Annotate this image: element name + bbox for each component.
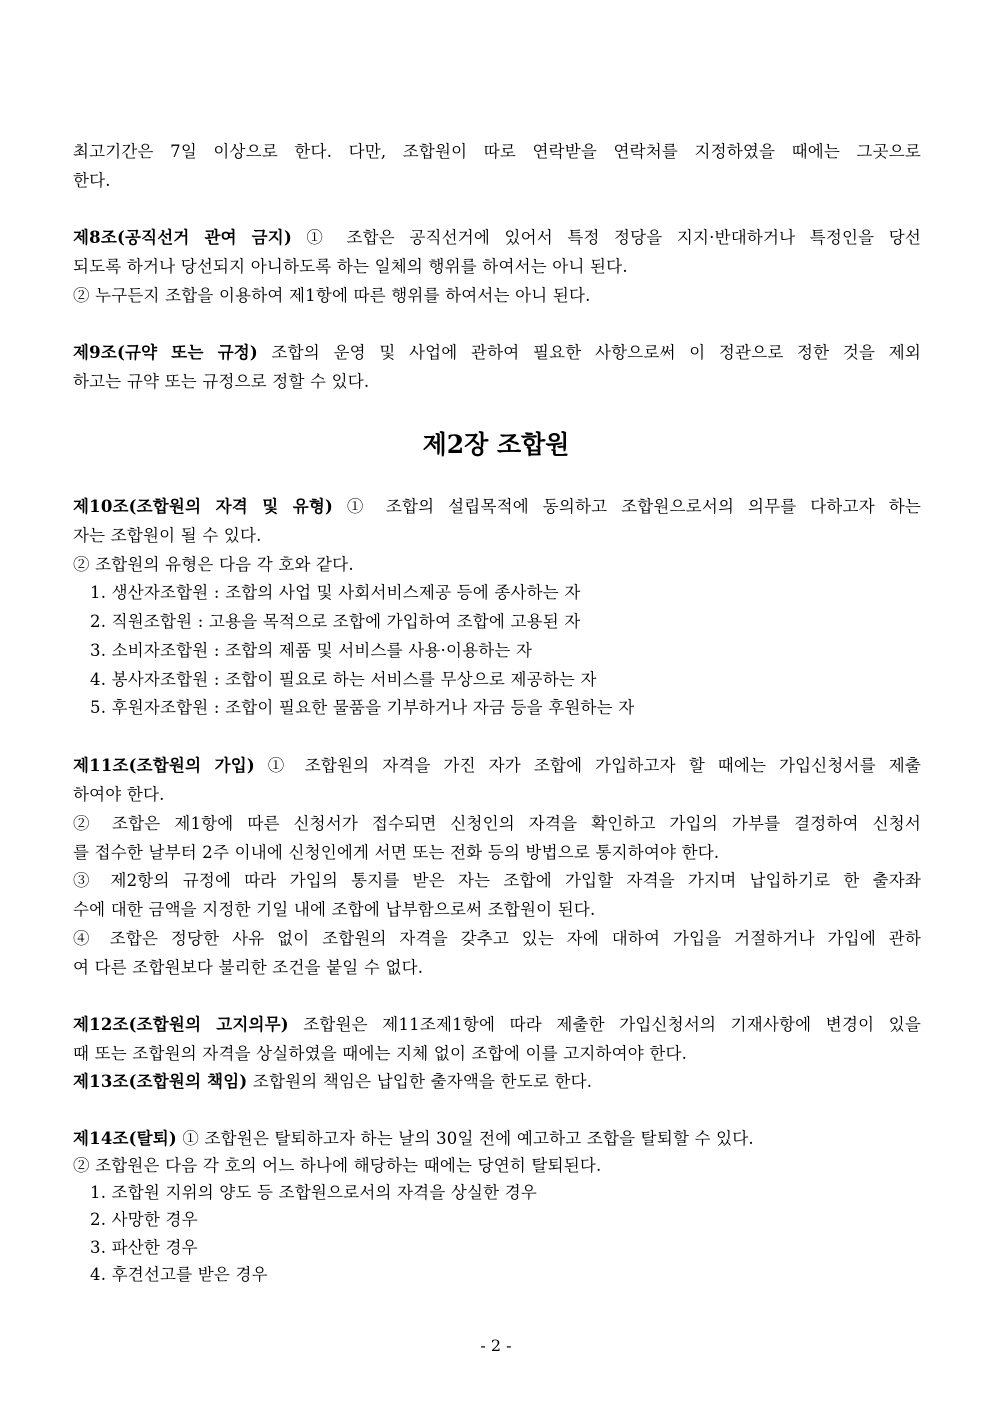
list-item: 3. 소비자조합원 : 조합의 제품 및 서비스를 사용·이용하는 자 <box>90 641 533 660</box>
text-line: 하여야 한다. <box>73 785 165 804</box>
text-line: 최고기간은 7일 이상으로 한다. 다만, 조합원이 따로 연락받을 연락처를 지정하였을 때에는 그곳으로 <box>73 142 921 161</box>
article-14-heading: 제14조(탈퇴) ① 조합원은 탈퇴하고자 하는 날의 30일 전에 예고하고 조합을 탈퇴할 수 있다. <box>73 1129 754 1148</box>
chapter-heading: 제2장 조합원 <box>422 430 570 459</box>
text-line: ② 조합원은 다음 각 호의 어느 하나에 해당하는 때에는 당연히 탈퇴된다. <box>73 1156 602 1175</box>
page-number: - 2 - <box>480 1336 512 1355</box>
text-line: ② 조합원의 유형은 다음 각 호와 같다. <box>73 555 354 574</box>
list-item: 1. 생산자조합원 : 조합의 사업 및 사회서비스제공 등에 종사하는 자 <box>90 583 581 602</box>
list-item: 4. 봉사자조합원 : 조합이 필요로 하는 서비스를 무상으로 제공하는 자 <box>90 670 597 689</box>
list-item: 1. 조합원 지위의 양도 등 조합원으로서의 자격을 상실한 경우 <box>90 1183 538 1202</box>
article-13-heading: 제13조(조합원의 책임) 조합원의 책임은 납입한 출자액을 한도로 한다. <box>73 1072 593 1091</box>
text-line: 여 다른 조합원보다 불리한 조건을 붙일 수 없다. <box>73 958 424 977</box>
article-10-heading: 제10조(조합원의 자격 및 유형) ① 조합의 설립목적에 동의하고 조합원으로서의 의무를 다하고자 하는 <box>73 497 921 516</box>
text-line: 때 또는 조합원의 자격을 상실하였을 때에는 지체 없이 조합에 이를 고지하여야 한다. <box>73 1044 688 1063</box>
article-11-heading: 제11조(조합원의 가입) ① 조합원의 자격을 가진 자가 조합에 가입하고자 할 때에는 가입신청서를 제출 <box>73 756 921 775</box>
list-item: 3. 파산한 경우 <box>90 1238 198 1257</box>
text-line: 되도록 하거나 당선되지 아니하도록 하는 일체의 행위를 하여서는 아니 된다. <box>73 257 628 276</box>
text-line: 한다. <box>73 171 111 190</box>
article-9-heading: 제9조(규약 또는 규정) 조합의 운영 및 사업에 관하여 필요한 사항으로써 이 정관으로 정한 것을 제외 <box>73 343 921 362</box>
text-line: 하고는 규약 또는 규정으로 정할 수 있다. <box>73 372 370 391</box>
text-line: ② 누구든지 조합을 이용하여 제1항에 따른 행위를 하여서는 아니 된다. <box>73 286 591 305</box>
text-line: ④ 조합은 정당한 사유 없이 조합원의 자격을 갖추고 있는 자에 대하여 가입을 거절하거나 가입에 관하 <box>73 929 921 948</box>
text-line: 를 접수한 날부터 2주 이내에 신청인에게 서면 또는 전화 등의 방법으로 통지하여야 한다. <box>73 843 720 862</box>
list-item: 5. 후원자조합원 : 조합이 필요한 물품을 기부하거나 자금 등을 후원하는 자 <box>90 698 635 717</box>
article-8-heading: 제8조(공직선거 관여 금지) ① 조합은 공직선거에 있어서 특정 정당을 지지·반대하거나 특정인을 당선 <box>73 228 921 247</box>
text-line: ③ 제2항의 규정에 따라 가입의 통지를 받은 자는 조합에 가입할 자격을 가지며 납입하기로 한 출자좌 <box>73 871 921 890</box>
text-line: 수에 대한 금액을 지정한 기일 내에 조합에 납부함으로써 조합원이 된다. <box>73 900 596 919</box>
list-item: 2. 사망한 경우 <box>90 1210 198 1229</box>
article-12-heading: 제12조(조합원의 고지의무) 조합원은 제11조제1항에 따라 제출한 가입신청서의 기재사항에 변경이 있을 <box>73 1015 921 1034</box>
list-item: 2. 직원조합원 : 고용을 목적으로 조합에 가입하여 조합에 고용된 자 <box>90 612 581 631</box>
text-line: ② 조합은 제1항에 따른 신청서가 접수되면 신청인의 자격을 확인하고 가입의 가부를 결정하여 신청서 <box>73 814 921 833</box>
text-line: 자는 조합원이 될 수 있다. <box>73 526 262 545</box>
list-item: 4. 후견선고를 받은 경우 <box>90 1265 268 1284</box>
